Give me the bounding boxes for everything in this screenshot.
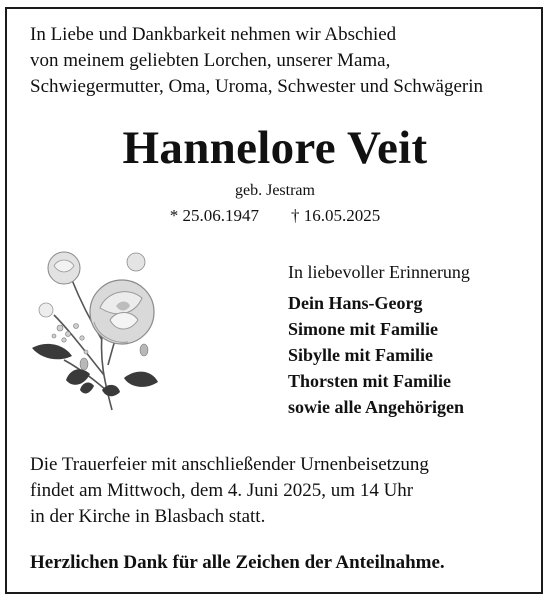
ceremony-details: Die Trauerfeier mit anschließender Urnenbeisetzung findet am Mittwoch, dem 4. Juni 2025, um 14 Uhr in der Kirche in Blasbach statt.: [30, 454, 429, 527]
intro-text: In Liebe und Dankbarkeit nehmen wir Abschied von meinem geliebten Lorchen, unserer Mama, Schwiegermutter, Oma, Uroma, Schwester und Schwägerin: [30, 24, 484, 97]
mourner-entry: Thorsten mit Familie: [288, 371, 451, 391]
death-date: † 16.05.2025: [291, 206, 381, 225]
mourner-entry: Dein Hans-Georg: [288, 293, 423, 313]
mourner-entry: Sibylle mit Familie: [288, 345, 433, 365]
leaves: [32, 344, 158, 396]
birth-date: * 25.06.1947: [169, 206, 259, 225]
mourner-entry: sowie alle Angehörigen: [288, 397, 464, 417]
main-rose: [90, 280, 154, 344]
life-dates: [0, 205, 550, 227]
mourners-list: [288, 290, 464, 420]
birth-name: geb. Jestram: [235, 182, 315, 199]
thanks-line: Herzlichen Dank für alle Zeichen der Anteilnahme.: [30, 552, 445, 573]
memory-line: In liebevoller Erinnerung: [288, 262, 470, 282]
mourner-entry: Simone mit Familie: [288, 319, 438, 339]
deceased-name: Hannelore Veit: [122, 122, 428, 174]
rose-bouquet-illustration: [24, 240, 174, 420]
